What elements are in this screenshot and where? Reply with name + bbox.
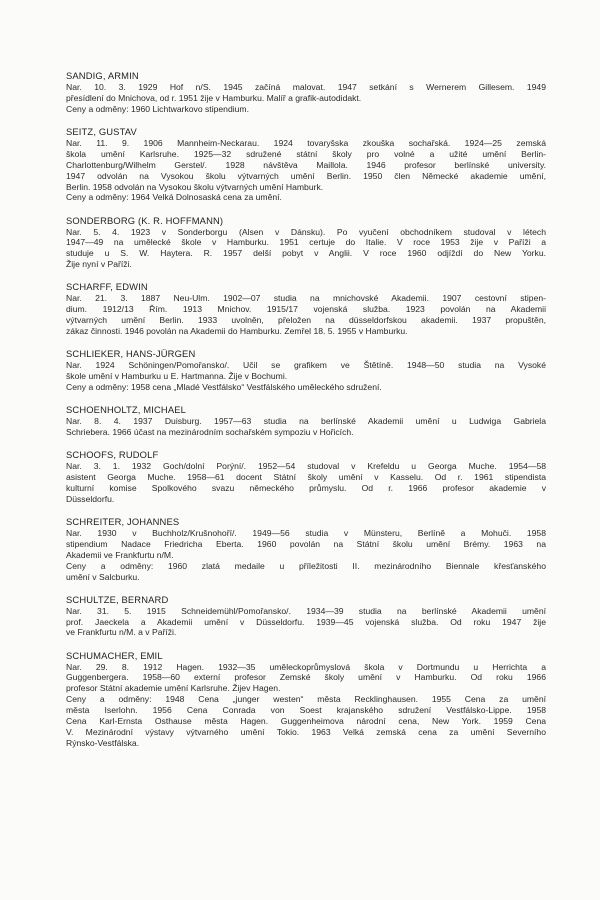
biography-entry — [66, 70, 546, 115]
biography-text-line: Charlottenburg/Wilhelm Gerstel/. 1928 návštěva Maillola. 1946 profesor berlínské university. — [66, 159, 546, 170]
biography-entry — [66, 404, 546, 438]
artist-name: SANDIG, ARMIN — [66, 70, 139, 81]
document-page — [66, 70, 546, 760]
biography-entry — [66, 215, 546, 271]
biography-text-line: Ceny a odměny: 1958 cena „Mladé Vestfálsko“ Vestfálského uměleckého sdružení. — [66, 381, 382, 392]
biography-text-line: Ceny a odměny: 1948 Cena „junger westen“ města Recklinghausen. 1955 Cena za umění — [66, 694, 546, 705]
artist-name: SCHOOFS, RUDOLF — [66, 449, 159, 461]
biography-text-line: Akademii ve Frankfurtu n/M. — [66, 549, 174, 560]
biography-text-line: Guggenbergera. 1958—60 externí profesor Zemské školy umění v Hamburku. Od roku 1966 — [66, 672, 546, 683]
artist-name: SCHARFF, EDWIN — [66, 281, 148, 293]
biography-text-line: ve Frankfurtu n/M. a v Paříži. — [66, 627, 177, 638]
biography-text-line: Nar. 21. 3. 1887 Neu-Ulm. 1902—07 studia na mnichovské Akademii. 1907 cestovní stipen- — [66, 293, 546, 304]
biography-text-line: Žije nyní v Paříži. — [66, 259, 132, 270]
biography-text-line: 1947 odvolán na Vysokou školu výtvarných umění Berlin. 1950 člen Německé akademie umění, — [66, 170, 546, 181]
biography-text-line: Ceny a odměny: 1960 zlatá medaile u příležitosti II. mezinárodního Biennale křesťanského — [66, 560, 546, 571]
biography-text-line: Nar. 5. 4. 1923 v Sonderborgu (Alsen v Dánsku). Po vyučení obchodníkem studoval v létech — [66, 226, 546, 237]
biography-entry — [66, 449, 546, 505]
biography-text-line: stipendium Nadace Friedricha Eberta. 1960 povolán na Státní školu umění Brémy. 1963 na — [66, 538, 546, 549]
biography-text-line: přesídlení do Mnichova, od r. 1951 žije v Hamburku. Malíř a grafik-autodidakt. — [66, 92, 362, 103]
biography-entry — [66, 348, 546, 393]
biography-text-line: profesor Státní akademie umění Karlsruhe. Žijev Hagen. — [66, 683, 281, 694]
biography-text-line: škola umění Karlsruhe. 1925—32 sdružené státní školy pro volné a užité umění Berlin- — [66, 148, 546, 159]
artist-name: SEITZ, GUSTAV — [66, 125, 137, 137]
biography-text-line: výtvarných umění Berlin. 1933 uvolněn, přeložen na düsseldorfskou akademii. 1937 propuštěn, — [66, 315, 546, 326]
biography-text-line: škole umění v Hamburku u E. Hartmanna. Žije v Bochumi. — [66, 371, 288, 382]
biography-text-line: Ceny a odměny: 1964 Velká Dolnosaská cena za umění. — [66, 192, 282, 203]
biography-text-line: zákaz činnosti. 1946 povolán na Akademii do Hamburku. Zemřel 18. 5. 1955 v Hamburku. — [66, 326, 408, 337]
biography-text-line: Nar. 1930 v Buchholz/Krušnohoří/. 1949—56 studia v Münsteru, Berlíně a Mohuči. 1958 — [66, 527, 546, 538]
biography-entry — [66, 650, 546, 749]
artist-name: SCHLIEKER, HANS-JÜRGEN — [66, 348, 196, 360]
artist-name: SCHULTZE, BERNARD — [66, 593, 169, 605]
artist-name: SCHUMACHER, EMIL — [66, 649, 163, 661]
biography-text-line: 1947—49 na umělecké škole v Hamburku. 1951 certuje do Italie. V roce 1953 žije v Paříži a — [66, 237, 546, 248]
biography-text-line: Cena Karl-Ernsta Osthause města Hagen. Guggenheimova národní cena, New York. 1959 Cena — [66, 716, 546, 727]
biography-text-line: Schriebera. 1966 účast na mezinárodním sochařském sympoziu v Hořicích. — [66, 426, 354, 437]
biography-text-line: Rýnsko-Vestfálska. — [66, 737, 140, 748]
biography-text-line: Nar. 10. 3. 1929 Hof n/S. 1945 začíná malovat. 1947 setkání s Wernerem Gillesem. 1949 — [66, 82, 546, 92]
biography-entry — [66, 516, 546, 583]
biography-text-line: asistent Georga Muche. 1958—61 docent Státní školy umění v Kasselu. Od r. 1961 stipendista — [66, 471, 546, 482]
biography-text-line: studuje u S. W. Haytera. R. 1957 delší pobyt v Anglii. V roce 1960 odjíždí do New Yorku. — [66, 248, 546, 259]
biography-text-line: V. Mezinárodní výstavy výtvarného umění Tokio. 1963 Velká zemská cena za umění Severního — [66, 726, 546, 737]
artist-name: SCHOENHOLTZ, MICHAEL — [66, 404, 187, 416]
biography-text-line: prof. Jaeckela a Akademii umění v Düsseldorfu. 1939—45 vojenská služba. Od roku 1947 žije — [66, 616, 546, 627]
biography-text-line: dium. 1912/13 Řím. 1913 Mnichov. 1915/17 vojenská služba. 1923 povolán na Akademii — [66, 304, 546, 315]
biography-entry — [66, 594, 546, 639]
biography-text-line: umění v Salcburku. — [66, 571, 140, 582]
biography-entry — [66, 126, 546, 203]
biography-text-line: Nar. 3. 1. 1932 Goch/dolní Porýní/. 1952—54 studoval v Krefeldu u Georga Muche. 1954—58 — [66, 461, 546, 472]
artist-name: SONDERBORG (K. R. HOFFMANN) — [66, 214, 224, 226]
biography-text-line: kulturní komise Spolkového svazu německého průmyslu. Od r. 1966 profesor akademie v — [66, 482, 546, 493]
biography-text-line: Nar. 11. 9. 1906 Mannheim-Neckarau. 1924 tovaryšska zkouška sochařská. 1924—25 zemská — [66, 137, 546, 148]
biography-text-line: Nar. 1924 Schöningen/Pomořansko/. Učil se grafikem ve Štětíně. 1948—50 studia na Vysoké — [66, 360, 546, 371]
biography-text-line: Nar. 8. 4. 1937 Duisburg. 1957—63 studia na berlínské Akademii umění u Ludwiga Gabriela — [66, 416, 546, 427]
biography-text-line: Nar. 31. 5. 1915 Schneidemühl/Pomořansko/. 1934—39 studia na berlínské Akademii umění — [66, 605, 546, 616]
biography-entry — [66, 281, 546, 337]
biography-text-line: Ceny a odměny: 1960 Lichtwarkovo stipendium. — [66, 103, 249, 114]
artist-name: SCHREITER, JOHANNES — [66, 515, 180, 527]
biography-text-line: Nar. 29. 8. 1912 Hagen. 1932—35 uměleckoprůmyslová škola v Dortmundu u Herrichta a — [66, 661, 546, 672]
biography-text-line: Berlin. 1958 odvolán na Vysokou školu výtvarných umění Hamburk. — [66, 181, 324, 192]
biography-text-line: Düsseldorfu. — [66, 493, 115, 504]
biography-text-line: města Iserlohn. 1956 Cena Conrada von Soest krajanského sdružení Vestfálsko-Lippe. 1958 — [66, 705, 546, 716]
